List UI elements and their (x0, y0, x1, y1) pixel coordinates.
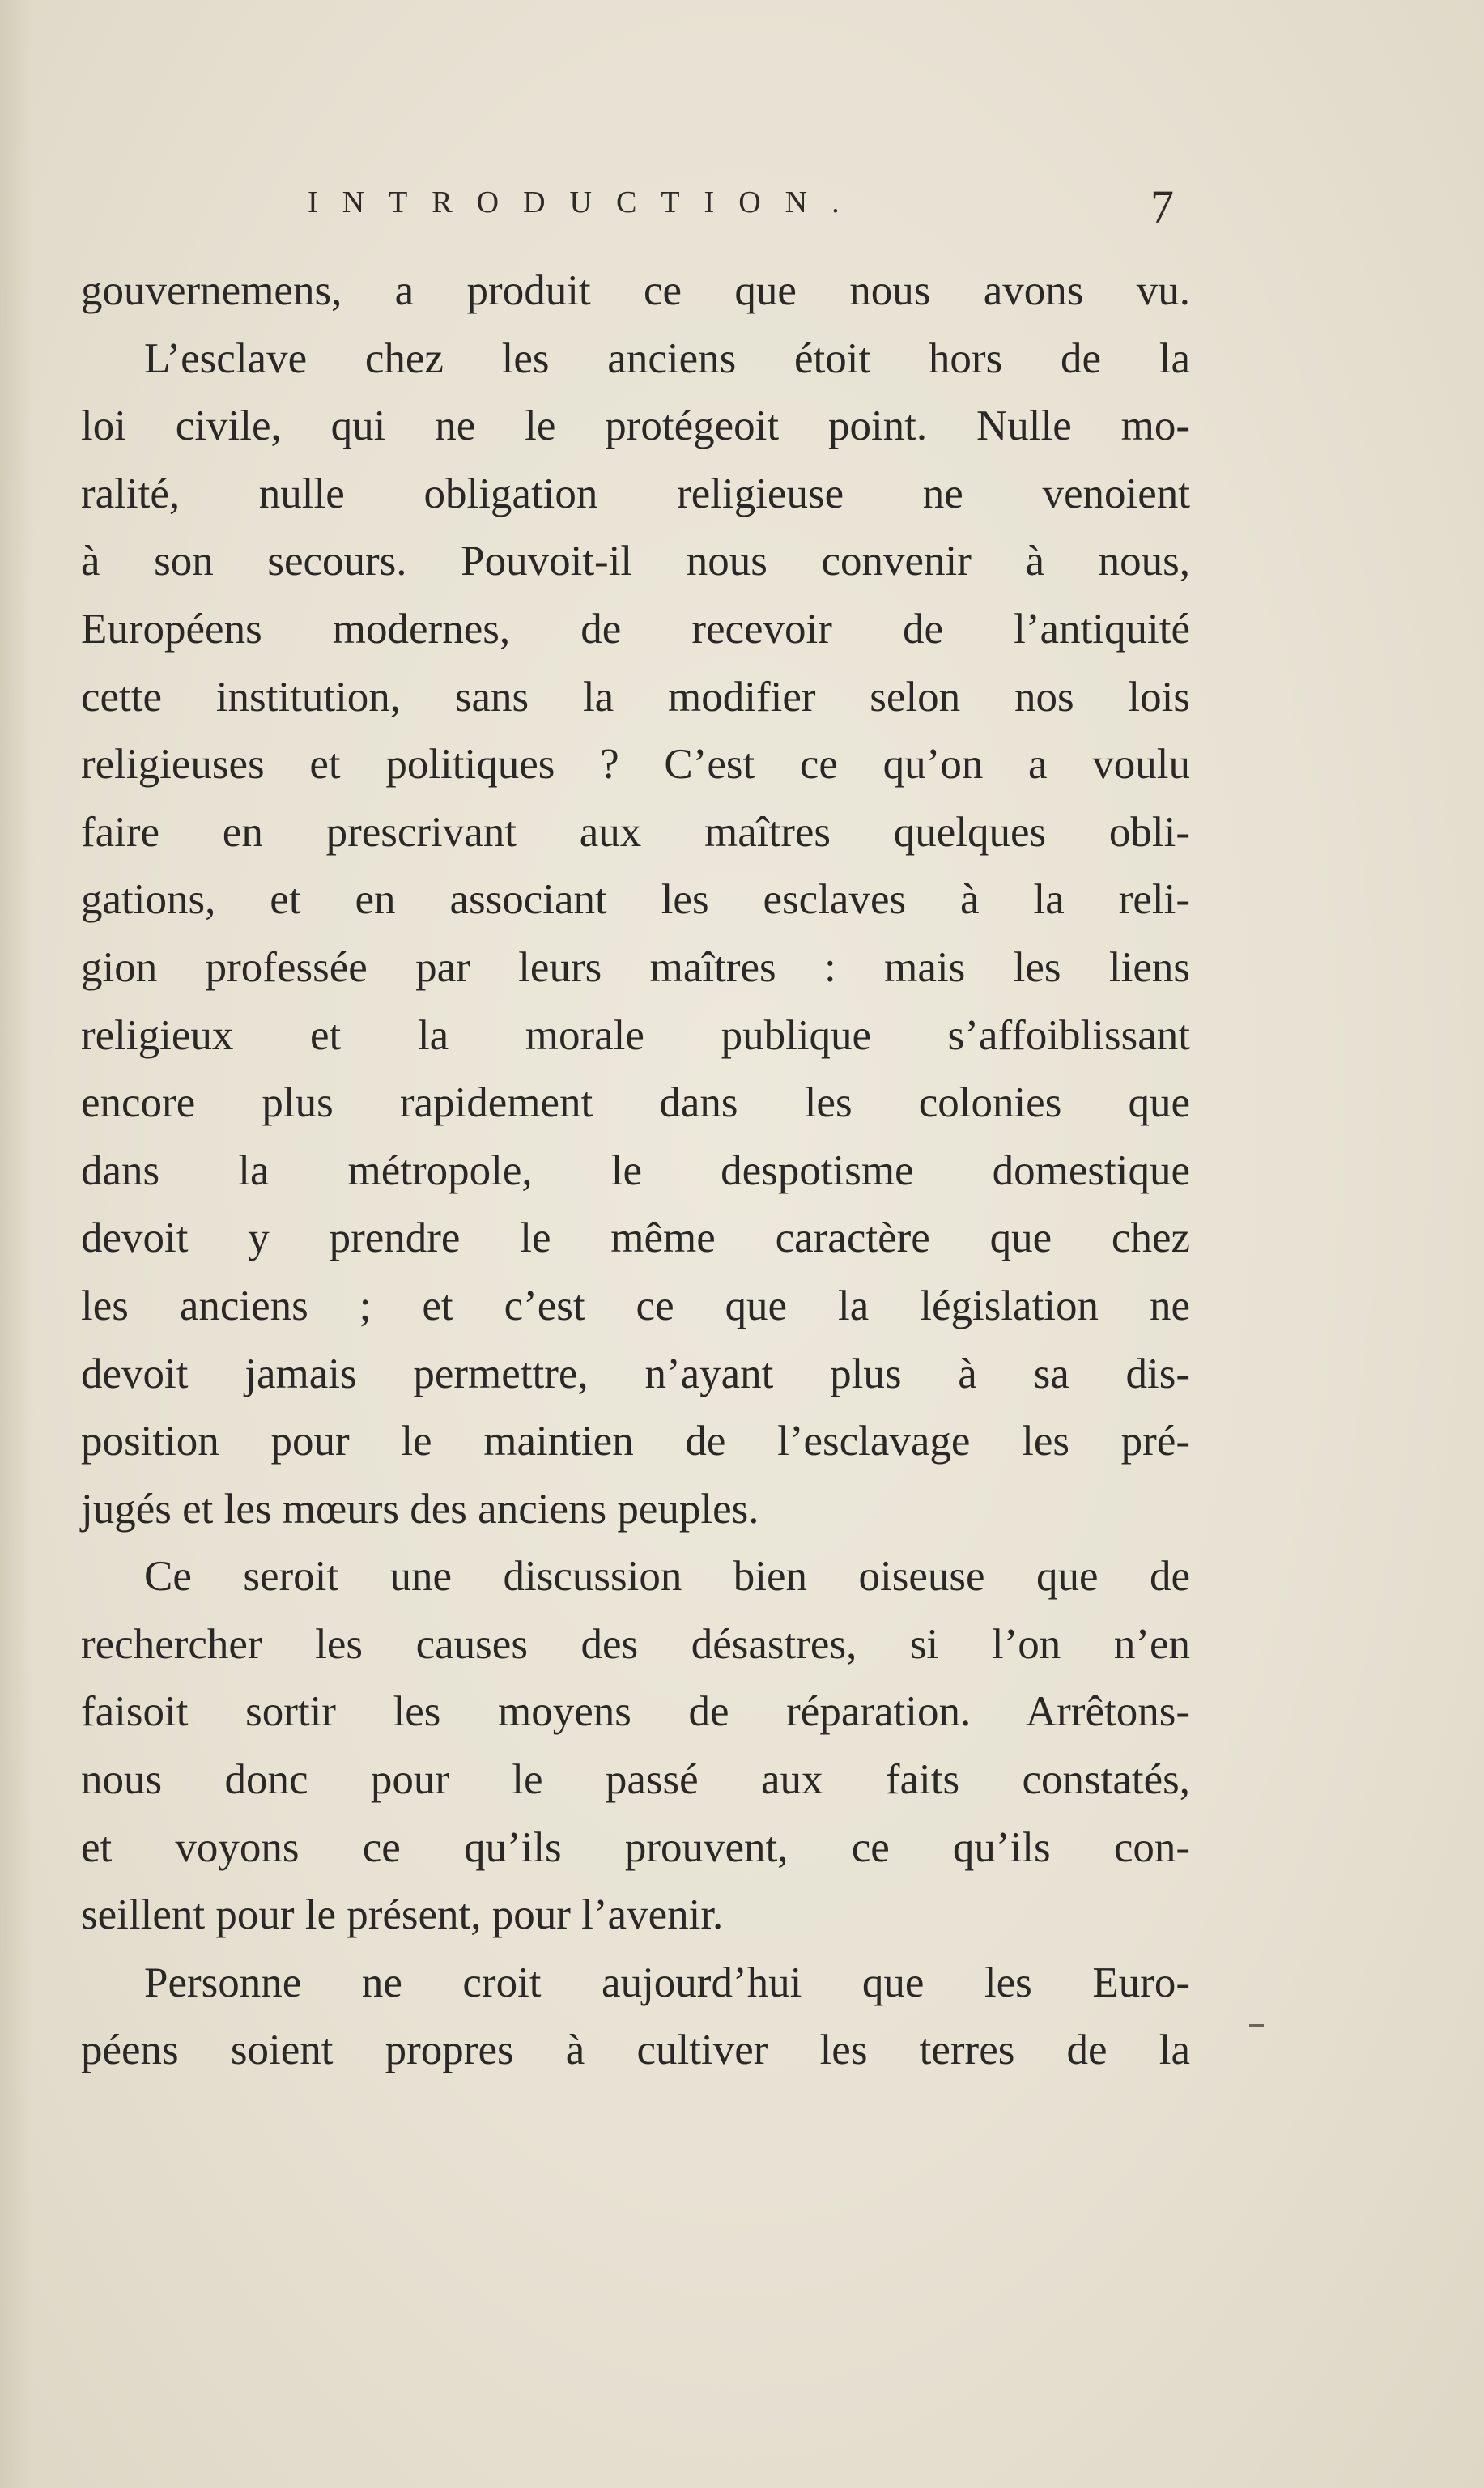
text-line: rechercher les causes des désastres, si l’on n’en (81, 1620, 1190, 1668)
text-line: Européens modernes, de recevoir de l’antiquité (81, 605, 1190, 653)
text-line: devoit y prendre le même caractère que chez (81, 1214, 1190, 1262)
text-line: position pour le maintien de l’esclavage les pré- (81, 1418, 1190, 1465)
page-number: 7 (1150, 181, 1174, 233)
text-line: cette institution, sans la modifier selon nos lois (81, 673, 1190, 721)
text-line: religieuses et politiques ? C’est ce qu’on a voulu (81, 741, 1190, 789)
margin-dash-mark (1249, 2024, 1264, 2027)
text-line: les anciens ; et c’est ce que la législation ne (81, 1282, 1190, 1329)
text-line: à son secours. Pouvoit-il nous convenir à nous, (81, 538, 1190, 585)
text-line: faisoit sortir les moyens de réparation. Arrêtons- (81, 1688, 1190, 1736)
text-line: encore plus rapidement dans les colonies que (81, 1079, 1190, 1127)
text-line: ralité, nulle obligation religieuse ne venoient (81, 470, 1190, 517)
body-text (81, 257, 1190, 2085)
text-line: gations, et en associant les esclaves à la reli- (81, 876, 1190, 924)
text-line: et voyons ce qu’ils prouvent, ce qu’ils con- (81, 1823, 1190, 1871)
text-line: péens soient propres à cultiver les terres de la (81, 2027, 1190, 2074)
text-line: Ce seroit une discussion bien oiseuse que de (144, 1553, 1190, 1601)
running-head (308, 181, 1174, 241)
text-line: L’esclave chez les anciens étoit hors de la (144, 334, 1190, 382)
text-line: seillent pour le présent, pour l’avenir. (81, 1891, 724, 1939)
page-gutter-shadow (0, 0, 32, 2488)
text-line: dans la métropole, le despotisme domestique (81, 1146, 1190, 1194)
text-line: jugés et les mœurs des anciens peuples. (81, 1485, 759, 1533)
running-title: INTRODUCTION. (308, 185, 864, 219)
text-line: Personne ne croit aujourd’hui que les Euro- (144, 1959, 1190, 2006)
text-line: loi civile, qui ne le protégeoit point. Nulle mo- (81, 402, 1190, 450)
text-line: gouvernemens, a produit ce que nous avons vu. (81, 267, 1190, 314)
text-line: nous donc pour le passé aux faits constatés, (81, 1756, 1190, 1804)
text-line: religieux et la morale publique s’affoiblissant (81, 1011, 1190, 1059)
text-line: devoit jamais permettre, n’ayant plus à sa dis- (81, 1350, 1190, 1397)
text-line: gion professée par leurs maîtres : mais les liens (81, 943, 1190, 991)
text-line: faire en prescrivant aux maîtres quelques obli- (81, 808, 1190, 856)
